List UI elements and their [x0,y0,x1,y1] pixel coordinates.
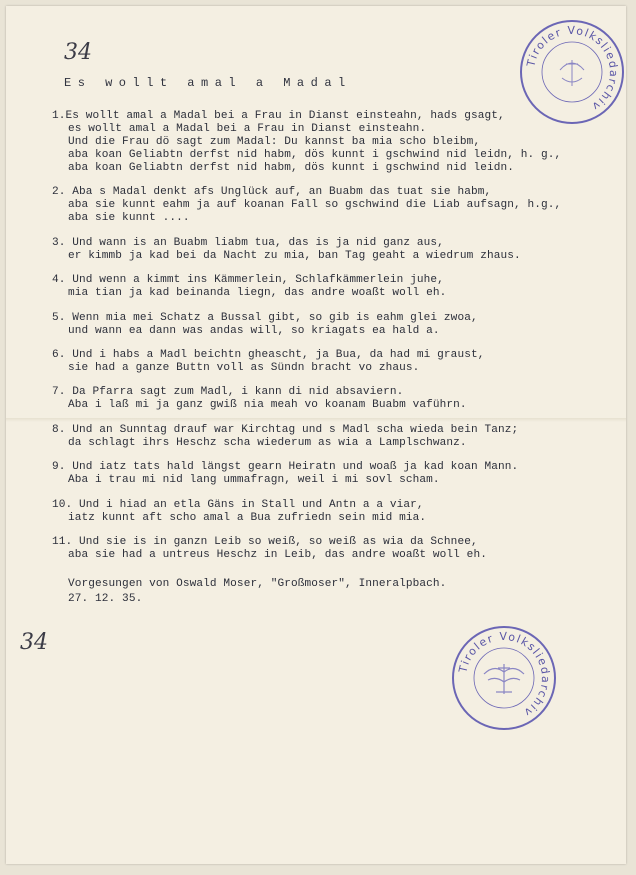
credit-line: Vorgesungen von Oswald Moser, "Großmoser", Inneralpbach. [68,578,447,590]
handwritten-number-top: 34 [64,40,92,65]
stamp-text: Tiroler Volksliedarchiv [524,23,621,114]
verse-line: 10. Und i hiad an etla Gäns in Stall und Antn a a viar, [52,498,424,511]
verse-line: 6. Und i habs a Madl beichtn gheascht, ja Bua, da had mi graust, [52,348,485,361]
verse-line: 11. Und sie is in ganzn Leib so weiß, so weiß as wia da Schnee, [52,535,478,548]
verse-list [52,110,612,573]
handwritten-number-bottom: 34 [20,630,48,655]
verse-line: Und die Frau dö sagt zum Madal: Du kannst ba mia scho bleibm, [68,136,481,148]
verse-6 [52,349,612,375]
verse-5 [52,312,612,338]
verse-line: 8. Und an Sunntag drauf war Kirchtag und s Madl scha wieda bein Tanz; [52,423,519,436]
verse-11 [52,536,612,562]
credit-date: 27. 12. 35. [68,593,143,605]
verse-line: Aba i laß mi ja ganz gwiß nia meah vo koanam Buabm vaführn. [68,399,467,412]
verse-line: aba sie kunnt .... [68,212,190,225]
singer-credit [68,577,446,607]
verse-line: mia tian ja kad beinanda liegn, das andre woaßt woll eh. [68,287,447,300]
verse-line: 3. Und wann is an Buabm liabm tua, das is ja nid ganz aus, [52,236,444,249]
stamp-text: Tiroler Volksliedarchiv [456,629,553,720]
stamp-seal [522,22,622,122]
verse-line: 4. Und wenn a kimmt ins Kämmerlein, Schlafkämmerlein juhe, [52,274,444,287]
verse-line: aba koan Geliabtn derfst nid habm, dös kunnt i gschwind nid leidn, h. g., [68,149,562,161]
verse-line: aba koan Geliabtn derfst nid habm, dös kunnt i gschwind nid leidn. [68,162,514,174]
verse-line: Aba i trau mi nid lang ummafragn, weil i mi sovl scham. [68,474,440,487]
verse-3 [52,237,612,263]
verse-line: 7. Da Pfarra sagt zum Madl, i kann di nid absaviern. [52,386,404,399]
verse-4 [52,274,612,300]
verse-line: aba sie had a untreus Heschz in Leib, das andre woaßt woll eh. [68,548,487,561]
verse-line: 1.Es wollt amal a Madal bei a Frau in Dianst einsteahn, hads gsagt, [52,110,505,122]
song-title: Es wollt amal a Madal [64,76,352,90]
verse-line: er kimmb ja kad bei da Nacht zu mia, ban Tag geaht a wiedrum zhaus. [68,249,521,262]
verse-line: es wollt amal a Madal bei a Frau in Dianst einsteahn. [68,123,427,135]
verse-line: iatz kunnt aft scho amal a Bua zufriedn sein mid mia. [68,511,427,524]
verse-2 [52,186,612,225]
verse-9 [52,461,612,487]
verse-line: da schlagt ihrs Heschz scha wiederum as wia a Lamplschwanz. [68,436,467,449]
verse-7 [52,386,612,412]
verse-line: 2. Aba s Madal denkt afs Unglück auf, an Buabm das tuat sie habm, [52,186,492,199]
archive-stamp-top [520,20,624,124]
verse-line: 5. Wenn mia mei Schatz a Bussal gibt, so gib is eahm glei zwoa, [52,311,478,324]
eagle-emblem-icon [484,664,524,694]
verse-line: 9. Und iatz tats hald längst gearn Heiratn und woaß ja kad koan Mann. [52,461,519,474]
verse-line: aba sie kunnt eahm ja auf koanan Fall so gschwind die Liab aufsagn, h.g., [68,199,562,212]
verse-line: sie had a ganze Buttn voll as Sündn bracht vo zhaus. [68,361,420,374]
verse-10 [52,499,612,525]
verse-line: und wann ea dann was andas will, so kriagats ea hald a. [68,324,440,337]
archive-stamp-bottom [452,626,556,730]
document-page [6,6,626,864]
verse-1 [52,110,612,175]
verse-8 [52,424,612,450]
stamp-seal [454,628,554,728]
